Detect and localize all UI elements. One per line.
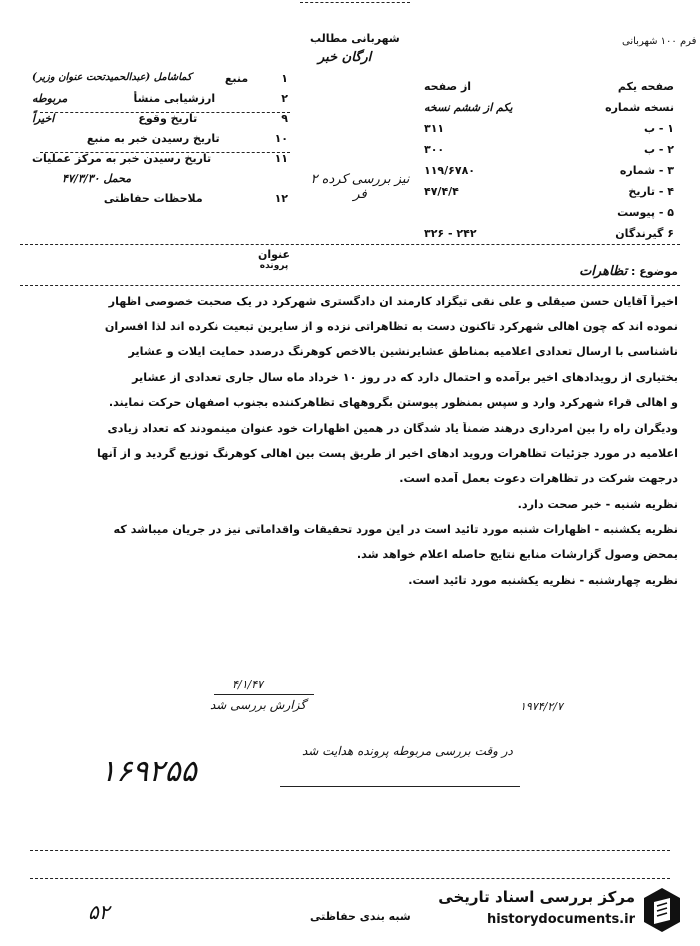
left-fields xyxy=(32,72,288,212)
body-line: نموده اند که چون اهالی شهرکرد تاکنون دست به تظاهراتی نزده و از سایرین تبعیت نکرده اند لذا افسران xyxy=(104,320,678,333)
ministry-header: ارگان خبر xyxy=(318,50,372,65)
footer-divider xyxy=(30,850,670,851)
watermark-url: historydocuments.ir xyxy=(486,912,635,927)
subject-line: موضوع : تظاهرات xyxy=(579,264,678,279)
bottom-note: در وقت بررسی مربوطه پرونده هدایت شد xyxy=(302,744,513,758)
body-line: ناشناسی با ارسال تعدادی اعلامیه بمناطق عشایرنشین بالاخص کوهرنگ درصدد حمایت ایلات و عشایر xyxy=(128,345,678,358)
copy-number: نسخه شماره یکم از ششم نسخه xyxy=(424,101,674,114)
form-code: فرم ۱۰۰ شهربانی xyxy=(622,36,697,47)
watermark-logo-icon xyxy=(640,886,684,934)
ref-1: ۱ - ب ۳۱۱ xyxy=(424,122,674,135)
field-source-date: ۱۰ تاریخ رسیدن خبر به منبع xyxy=(86,132,288,145)
signature-date: ۴/۱/۴۷ xyxy=(232,678,264,691)
ref-attachment: ۵ - پیوست xyxy=(617,206,674,219)
field-ops-date-value: محمل ۴۷/۳/۳۰ xyxy=(62,172,132,185)
handwritten-note: نیز بررسی کرده ۲ فر xyxy=(310,172,410,202)
page-of: صفحه یکم از صفحه xyxy=(424,80,674,93)
body-line: ودیگران راه را بین امرداری درهند ضمناً یاد شدگان در همین اظهارات خود عنوان مینمودند که تعداد زیادی xyxy=(107,422,678,435)
footer-classification: شبه بندی حفاظتی xyxy=(310,910,411,923)
signature-text: گزارش بررسی شد xyxy=(210,698,306,712)
body-line: اخیراً آقایان حسن صیقلی و علی نقی تیگزاد کارمند ان دادگستری شهرکرد در یک صحبت خصوصی اظهار xyxy=(108,295,678,308)
page-number: ۵۲ xyxy=(88,900,110,924)
field-security-notes: ۱۲ ملاحظات حفاظتی xyxy=(103,192,288,205)
signature-right-date: ۱۹۷۴/۲/۷ xyxy=(520,700,563,713)
body-line: درجهت شرکت در تظاهرات دعوت بعمل آمده است. xyxy=(399,472,678,485)
field-source: ۱ منبع کماشامل (عبدالحمیدتحت عنوان وزیر) xyxy=(32,72,288,85)
body-line: و اهالی قراء شهرکرد وارد و سپس بمنظور پیوستن بگروههای تظاهرکننده بجنوب اصفهان حرکت نمایند. xyxy=(108,396,678,409)
opinion-sunday-cont: بمحض وصول گزارشات منابع نتایج حاصله اعلام خواهد شد. xyxy=(356,548,678,561)
opinion-sunday: نظریه یکشنبه - اظهارات شنبه مورد تائید است در این مورد تحقیقات واقداماتی نیز در جریان میباشد که xyxy=(113,523,678,536)
opinion-wednesday: نظریه چهارشنبه - نظریه یکشنبه مورد تائید است. xyxy=(408,574,678,587)
ref-2: ۲ - ب ۳۰۰ xyxy=(424,143,674,156)
watermark xyxy=(420,880,690,940)
body-line: بختیاری از رویدادهای اخیر برآمده و احتمال دارد که در روز ۱۰ خرداد ماه سال جاری تعدادی از عشایر xyxy=(132,371,678,384)
field-rating: ۲ ارزشیابی منشأ مربوطه xyxy=(32,92,288,105)
body-line: اعلامیه در مورد جزئیات تظاهرات وروید ادهای اخیر از طریق پست بین اهالی کوهرنگ توزیع گردید و از آنها xyxy=(97,447,678,460)
field-event-date: ۹ تاریخ وقوع اخیراً xyxy=(32,112,288,125)
opinion-saturday: نظریه شنبه - خبر صحت دارد. xyxy=(517,498,678,511)
right-fields xyxy=(424,80,674,248)
file-number: ۱۶۹۲۵۵ xyxy=(100,754,197,789)
ref-date: ۴ - تاریخ ۴۷/۴/۴ xyxy=(424,185,674,198)
ref-recipients: ۶ گیرندگان ۲۴۲ - ۳۲۶ xyxy=(424,227,674,240)
ref-number: ۳ - شماره ۱۱۹/۶۷۸۰ xyxy=(424,164,674,177)
classification-header: شهربانی مطالب xyxy=(310,32,400,45)
margin-stamp: عنوان پرونده xyxy=(258,248,291,271)
header-separator xyxy=(20,244,680,245)
field-ops-date: ۱۱ تاریخ رسیدن خبر به مرکز عملیات xyxy=(32,152,288,165)
watermark-title: مرکز بررسی اسناد تاریخی xyxy=(438,888,635,906)
footer-divider xyxy=(30,878,670,879)
top-divider xyxy=(300,2,410,3)
